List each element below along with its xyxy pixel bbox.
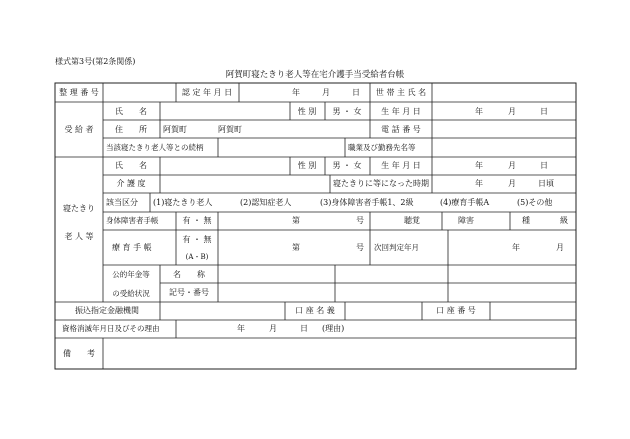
setainushi-label: 世 帯 主 氏 名 — [375, 88, 427, 97]
jiki-day: 日頃 — [538, 179, 554, 188]
ryoiku-label: 療 育 手 帳 — [112, 243, 152, 252]
jukyusha-seinen-label: 生 年 月 日 — [381, 107, 421, 116]
netakiri-month: 月 — [508, 161, 516, 170]
jukyusha-jusho-label: 住 所 — [115, 125, 147, 134]
jukyusha-day: 日 — [540, 107, 548, 116]
jukyusha-label: 受 給 者 — [64, 125, 94, 134]
nintei-month: 月 — [322, 88, 330, 97]
shometsu-year: 年 — [237, 324, 245, 333]
kubun-1[interactable]: (1)寝たきり老人 — [153, 198, 213, 207]
shintai-label: 身体障害者手帳 — [106, 216, 159, 225]
kaigodo-label: 介 護 度 — [116, 179, 146, 188]
meisho-label: 名 称 — [173, 270, 205, 279]
page-title: 阿賀町寝たきり老人等在宅介護手当受給者台帳 — [225, 70, 405, 80]
kubun-5[interactable]: (5)その他 — [517, 198, 553, 207]
shokugyo-label: 職業及び勤務先名等 — [348, 143, 416, 152]
chokaku-label: 聴覚 — [404, 216, 420, 225]
gaitou-label: 該当区分 — [106, 198, 138, 207]
nintei-label: 認 定 年 月 日 — [181, 88, 233, 97]
jukyusha-denwa-label: 電 話 番 号 — [381, 125, 421, 134]
netakiri-danjo[interactable]: 男 ・ 女 — [332, 161, 362, 170]
zokugara-label: 当該寝たきり老人等との続柄 — [106, 143, 204, 152]
jukyusha-town-2: 阿賀町 — [218, 125, 242, 134]
kubun-2[interactable]: (2)認知症老人 — [240, 198, 292, 207]
biko-label: 備 考 — [63, 349, 95, 358]
jiki-month: 月 — [508, 179, 516, 188]
kouza-meigi-label: 口 座 名 義 — [295, 306, 335, 315]
netakiri-label-1: 寝たきり — [63, 204, 95, 213]
netakiri-year: 年 — [475, 161, 483, 170]
shometsu-label: 資格消滅年月日及びその理由 — [62, 324, 160, 333]
jukyusha-town: 阿賀町 — [163, 125, 187, 134]
kouza-bango-label: 口 座 番 号 — [436, 306, 476, 315]
shintai-gou: 号 — [356, 216, 364, 225]
shometsu-riyu: (理由) — [322, 324, 345, 333]
jukyusha-shimei-label: 氏 名 — [115, 107, 147, 116]
netakiri-shimei-label: 氏 名 — [115, 161, 147, 170]
biko-field[interactable] — [106, 342, 572, 366]
shometsu-day: 日 — [300, 324, 308, 333]
netakiri-day: 日 — [540, 161, 548, 170]
jiki-year: 年 — [475, 179, 483, 188]
jikai-year: 年 — [512, 243, 520, 252]
shu-label: 種 — [522, 216, 530, 225]
shintai-umu[interactable]: 有 ・ 無 — [182, 216, 212, 225]
nintei-day: 日 — [352, 88, 360, 97]
ryoiku-dai: 第 — [292, 243, 300, 252]
ryoiku-umu[interactable]: 有 ・ 無 — [182, 235, 212, 244]
seiri-label: 整 理 番 号 — [59, 88, 99, 97]
kubun-3[interactable]: (3)身体障害者手帳1、2級 — [320, 198, 414, 207]
kyu-label: 級 — [560, 216, 568, 225]
kigou-label: 記号・番号 — [169, 288, 209, 297]
jiki-label: 寝たきりに等になった時期 — [333, 179, 429, 188]
shometsu-month: 月 — [269, 324, 277, 333]
netakiri-label-2: 老 人 等 — [64, 232, 94, 241]
nenkin-label-2: の受給状況 — [112, 289, 150, 298]
ryoiku-ab: (A・B) — [185, 253, 209, 261]
jukyusha-month: 月 — [508, 107, 516, 116]
furikomi-label: 振込指定金融機関 — [75, 306, 139, 315]
jukyusha-danjo[interactable]: 男 ・ 女 — [332, 107, 362, 116]
shogai-label: 障害 — [458, 216, 474, 225]
nintei-year: 年 — [292, 88, 300, 97]
shintai-dai: 第 — [292, 216, 300, 225]
netakiri-seinen-label: 生 年 月 日 — [381, 161, 421, 170]
kubun-4[interactable]: (4)療育手帳A — [440, 198, 490, 207]
form-number: 様式第3号(第2条関係) — [55, 57, 136, 66]
jikai-label: 次回判定年月 — [374, 243, 419, 252]
nenkin-label-1: 公的年金等 — [112, 270, 150, 279]
jikai-month: 月 — [556, 243, 564, 252]
jukyusha-seibetsu-label: 性 別 — [297, 107, 317, 116]
ryoiku-gou: 号 — [356, 243, 364, 252]
netakiri-seibetsu-label: 性 別 — [297, 161, 317, 170]
jukyusha-year: 年 — [475, 107, 483, 116]
